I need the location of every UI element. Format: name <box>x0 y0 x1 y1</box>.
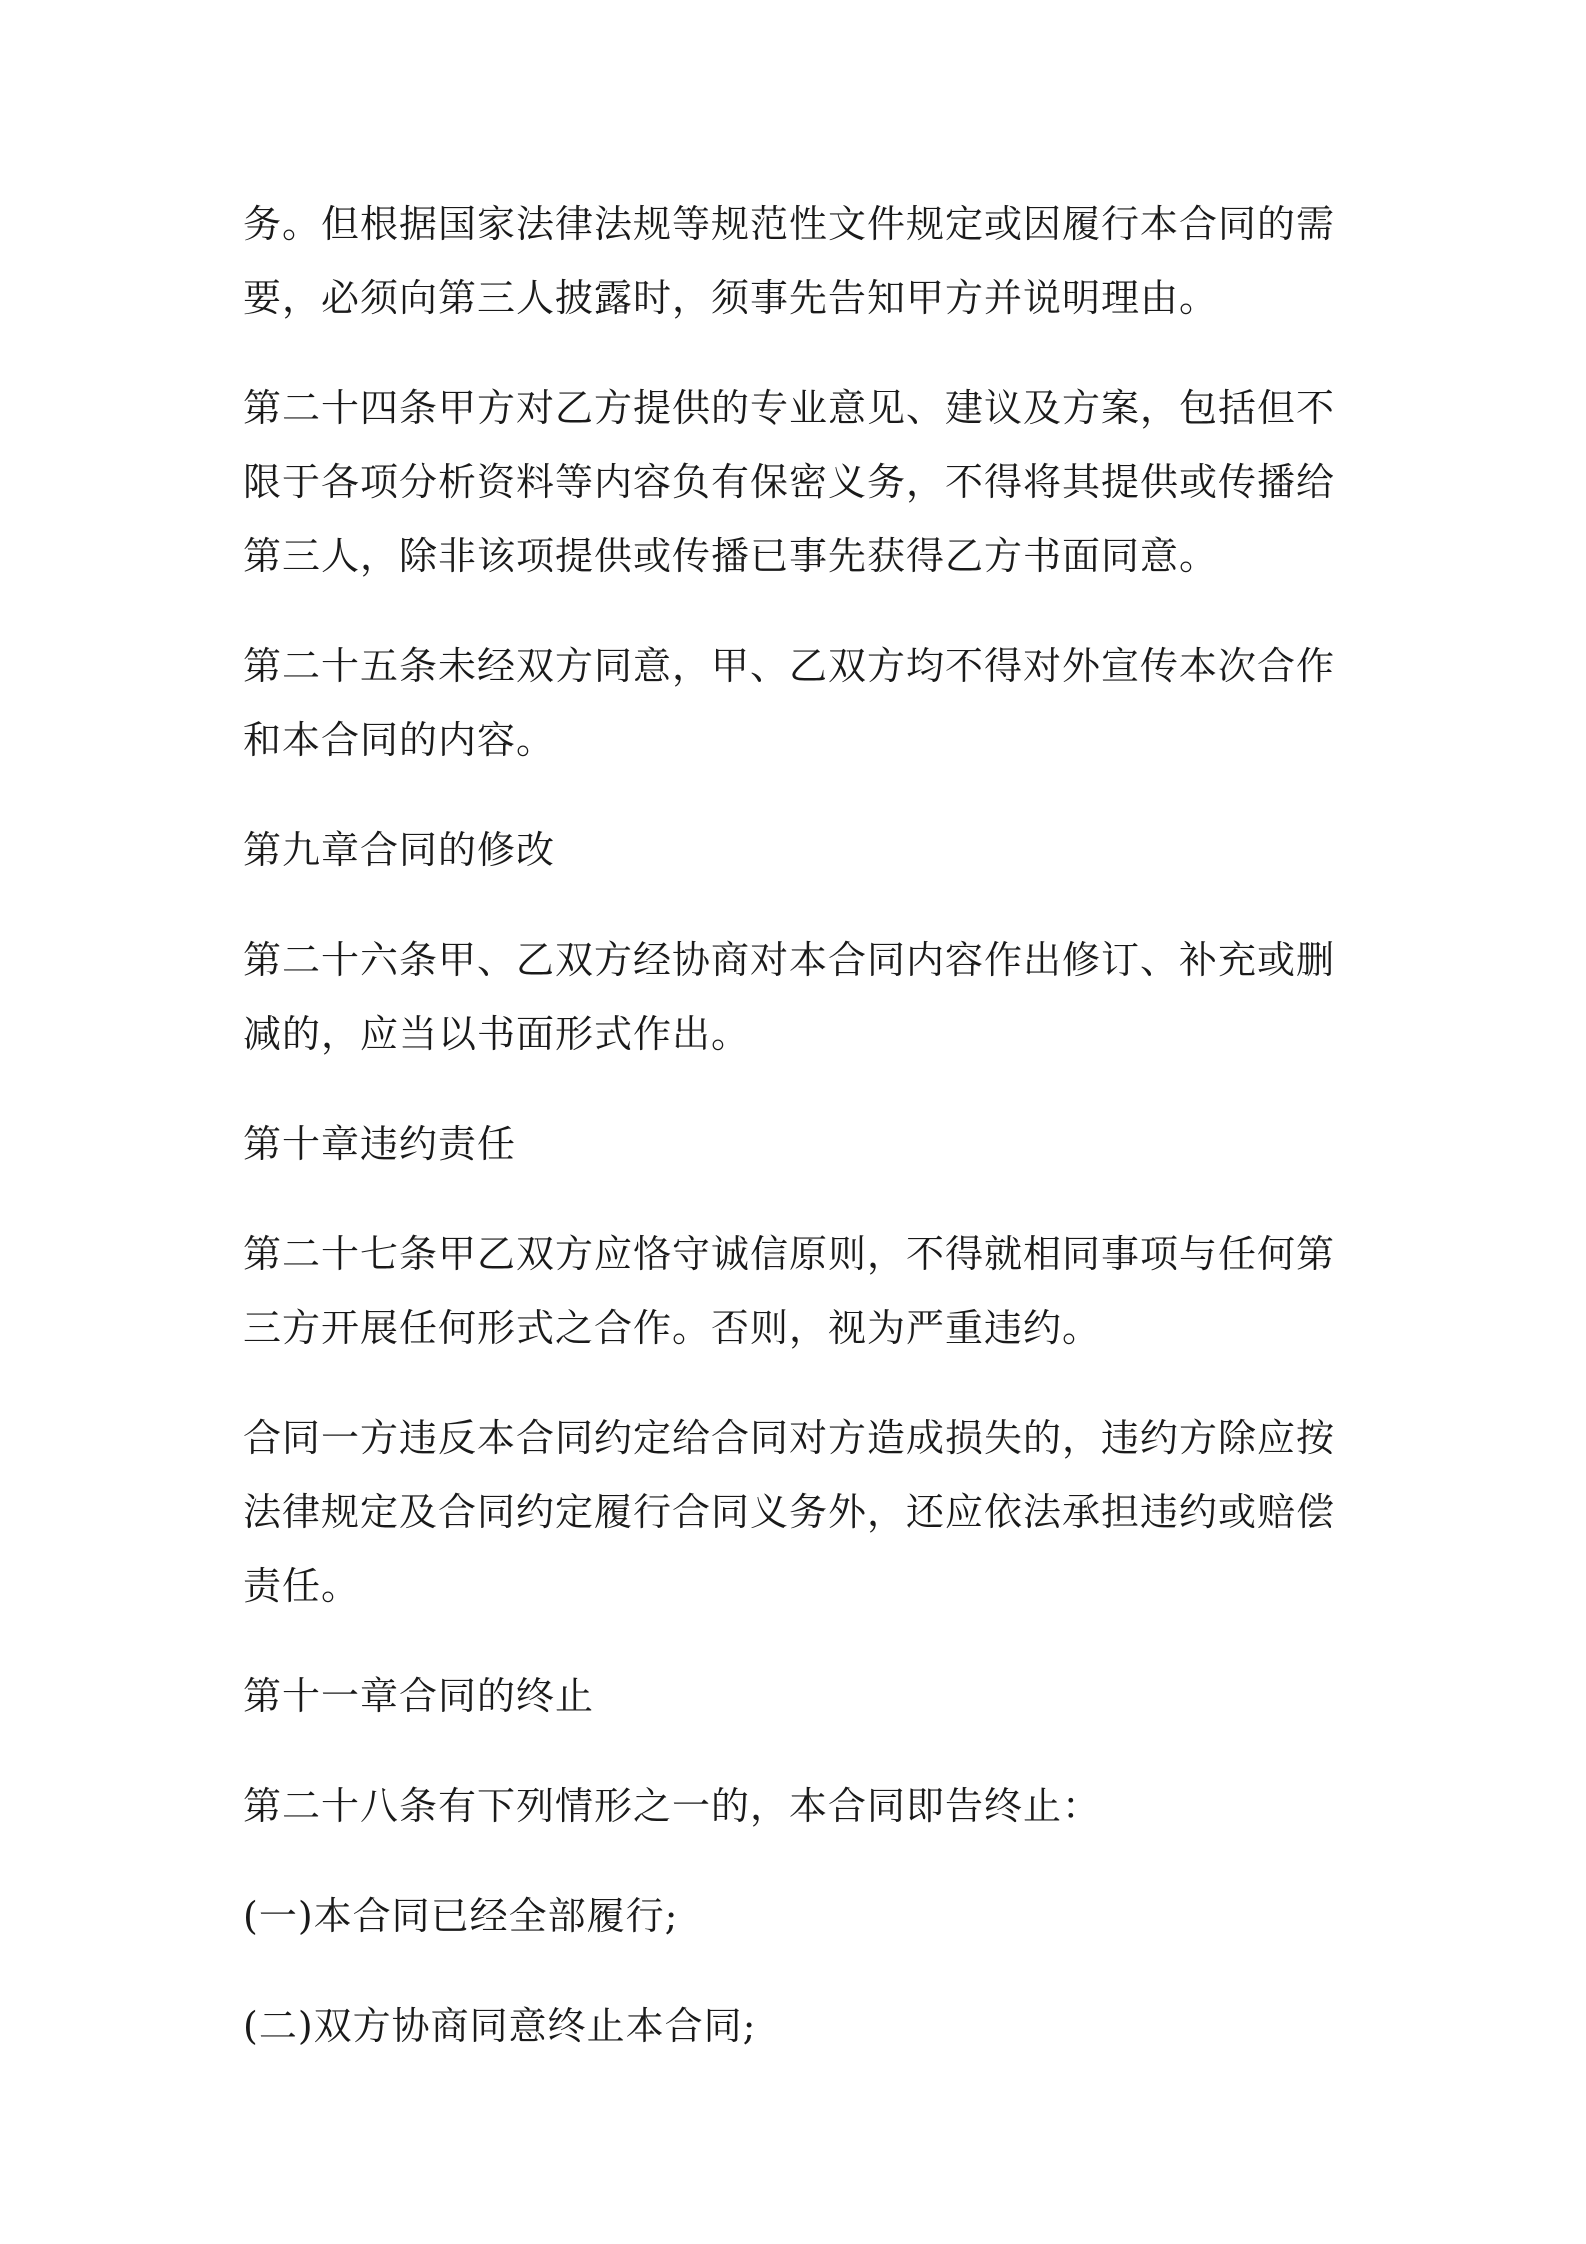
chapter-9-heading: 第九章合同的修改 <box>243 828 556 872</box>
paragraph-breach-liability: 合同一方违反本合同约定给合同对方造成损失的，违约方除应按法律规定及合同约定履行合同义务外，还应依法承担违约或赔偿责任。 <box>243 1416 1336 1608</box>
paragraph-article-27: 第二十七条甲乙双方应恪守诚信原则，不得就相同事项与任何第三方开展任何形式之合作。否则，视为严重违约。 <box>243 1232 1336 1350</box>
list-item-2: (二)双方协商同意终止本合同; <box>243 2004 757 2048</box>
paragraph-confidentiality-continued: 务。但根据国家法律法规等规范性文件规定或因履行本合同的需要，必须向第三人披露时，须事先告知甲方并说明理由。 <box>243 202 1336 320</box>
paragraph-article-24: 第二十四条甲方对乙方提供的专业意见、建议及方案，包括但不限于各项分析资料等内容负有保密义务，不得将其提供或传播给第三人，除非该项提供或传播已事先获得乙方书面同意。 <box>243 386 1336 578</box>
document-body <box>243 187 1343 2063</box>
paragraph-article-25: 第二十五条未经双方同意，甲、乙双方均不得对外宣传本次合作和本合同的内容。 <box>243 644 1336 762</box>
chapter-11-heading: 第十一章合同的终止 <box>243 1674 595 1718</box>
list-item-1: (一)本合同已经全部履行; <box>243 1894 679 1938</box>
chapter-10-heading: 第十章违约责任 <box>243 1122 517 1166</box>
paragraph-article-26: 第二十六条甲、乙双方经协商对本合同内容作出修订、补充或删减的，应当以书面形式作出。 <box>243 938 1336 1056</box>
paragraph-article-28: 第二十八条有下列情形之一的，本合同即告终止： <box>243 1784 1102 1828</box>
